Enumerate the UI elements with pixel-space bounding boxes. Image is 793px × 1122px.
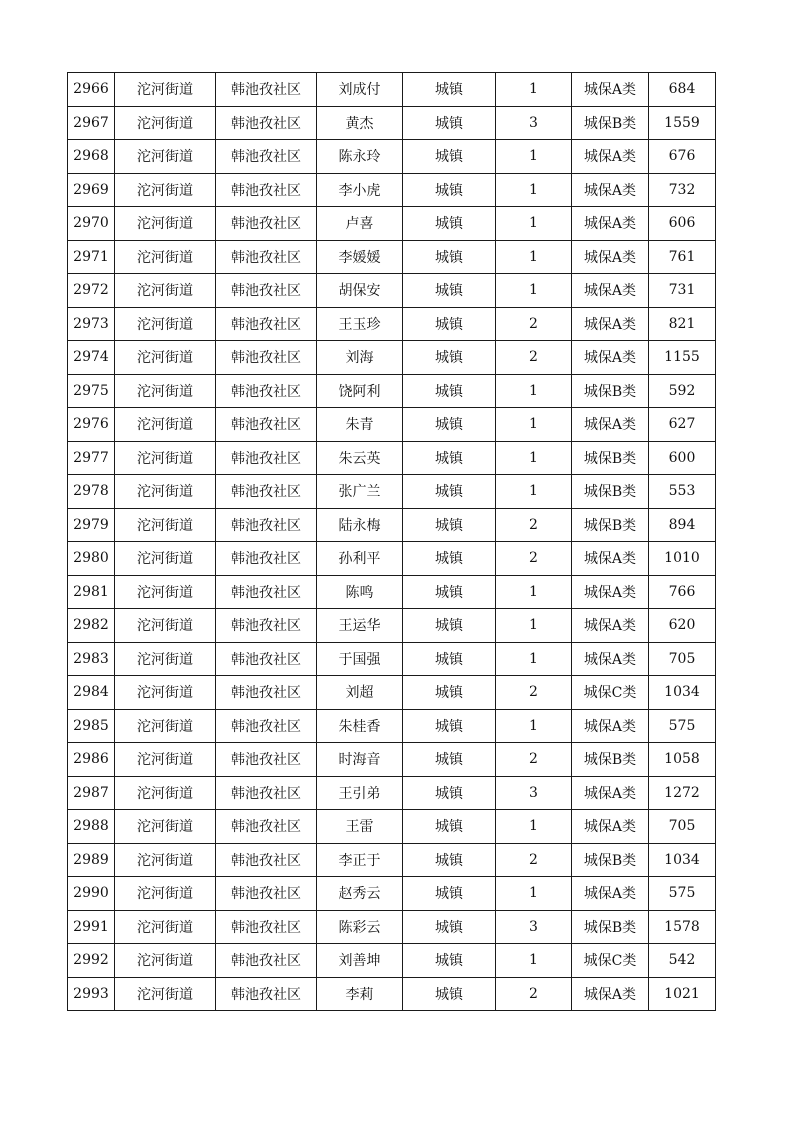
community-cell: 韩池孜社区	[216, 341, 317, 375]
household-size-cell: 1	[496, 575, 572, 609]
community-cell: 韩池孜社区	[216, 843, 317, 877]
amount-cell: 620	[649, 609, 716, 643]
area-type-cell: 城镇	[403, 441, 496, 475]
amount-cell: 1058	[649, 743, 716, 777]
household-size-cell: 3	[496, 910, 572, 944]
community-cell: 韩池孜社区	[216, 977, 317, 1011]
area-type-cell: 城镇	[403, 73, 496, 107]
household-size-cell: 1	[496, 609, 572, 643]
area-type-cell: 城镇	[403, 475, 496, 509]
category-cell: 城保C类	[572, 944, 649, 978]
row-number-cell: 2976	[68, 408, 115, 442]
name-cell: 孙利平	[317, 542, 403, 576]
table-row	[68, 341, 716, 375]
name-cell: 朱青	[317, 408, 403, 442]
row-number-cell: 2972	[68, 274, 115, 308]
row-number-cell: 2984	[68, 676, 115, 710]
community-cell: 韩池孜社区	[216, 408, 317, 442]
name-cell: 时海音	[317, 743, 403, 777]
community-cell: 韩池孜社区	[216, 240, 317, 274]
area-type-cell: 城镇	[403, 140, 496, 174]
category-cell: 城保A类	[572, 776, 649, 810]
household-size-cell: 2	[496, 341, 572, 375]
table-row	[68, 542, 716, 576]
community-cell: 韩池孜社区	[216, 441, 317, 475]
community-cell: 韩池孜社区	[216, 743, 317, 777]
amount-cell: 1272	[649, 776, 716, 810]
street-cell: 沱河街道	[115, 240, 216, 274]
household-size-cell: 1	[496, 709, 572, 743]
category-cell: 城保B类	[572, 508, 649, 542]
street-cell: 沱河街道	[115, 642, 216, 676]
table-row	[68, 709, 716, 743]
community-cell: 韩池孜社区	[216, 274, 317, 308]
household-size-cell: 2	[496, 508, 572, 542]
amount-cell: 1559	[649, 106, 716, 140]
street-cell: 沱河街道	[115, 709, 216, 743]
row-number-cell: 2973	[68, 307, 115, 341]
table-row	[68, 609, 716, 643]
area-type-cell: 城镇	[403, 575, 496, 609]
area-type-cell: 城镇	[403, 810, 496, 844]
row-number-cell: 2975	[68, 374, 115, 408]
amount-cell: 676	[649, 140, 716, 174]
area-type-cell: 城镇	[403, 944, 496, 978]
category-cell: 城保A类	[572, 307, 649, 341]
category-cell: 城保A类	[572, 408, 649, 442]
household-size-cell: 1	[496, 374, 572, 408]
community-cell: 韩池孜社区	[216, 207, 317, 241]
category-cell: 城保A类	[572, 240, 649, 274]
area-type-cell: 城镇	[403, 609, 496, 643]
street-cell: 沱河街道	[115, 877, 216, 911]
table-row	[68, 843, 716, 877]
street-cell: 沱河街道	[115, 207, 216, 241]
household-size-cell: 1	[496, 642, 572, 676]
household-size-cell: 1	[496, 73, 572, 107]
name-cell: 李小虎	[317, 173, 403, 207]
street-cell: 沱河街道	[115, 475, 216, 509]
community-cell: 韩池孜社区	[216, 642, 317, 676]
community-cell: 韩池孜社区	[216, 676, 317, 710]
category-cell: 城保A类	[572, 341, 649, 375]
area-type-cell: 城镇	[403, 207, 496, 241]
table-row	[68, 743, 716, 777]
street-cell: 沱河街道	[115, 542, 216, 576]
community-cell: 韩池孜社区	[216, 810, 317, 844]
amount-cell: 1034	[649, 843, 716, 877]
category-cell: 城保A类	[572, 709, 649, 743]
name-cell: 刘海	[317, 341, 403, 375]
household-size-cell: 1	[496, 140, 572, 174]
table-row	[68, 140, 716, 174]
street-cell: 沱河街道	[115, 341, 216, 375]
household-size-cell: 1	[496, 408, 572, 442]
area-type-cell: 城镇	[403, 542, 496, 576]
amount-cell: 553	[649, 475, 716, 509]
name-cell: 刘超	[317, 676, 403, 710]
street-cell: 沱河街道	[115, 910, 216, 944]
name-cell: 黄杰	[317, 106, 403, 140]
row-number-cell: 2978	[68, 475, 115, 509]
household-size-cell: 1	[496, 944, 572, 978]
name-cell: 陈永玲	[317, 140, 403, 174]
area-type-cell: 城镇	[403, 341, 496, 375]
amount-cell: 705	[649, 810, 716, 844]
street-cell: 沱河街道	[115, 408, 216, 442]
name-cell: 刘善坤	[317, 944, 403, 978]
category-cell: 城保C类	[572, 676, 649, 710]
row-number-cell: 2980	[68, 542, 115, 576]
table-row	[68, 676, 716, 710]
row-number-cell: 2988	[68, 810, 115, 844]
area-type-cell: 城镇	[403, 374, 496, 408]
community-cell: 韩池孜社区	[216, 575, 317, 609]
row-number-cell: 2977	[68, 441, 115, 475]
table-row	[68, 307, 716, 341]
community-cell: 韩池孜社区	[216, 609, 317, 643]
table-row	[68, 508, 716, 542]
name-cell: 王玉珍	[317, 307, 403, 341]
category-cell: 城保A类	[572, 274, 649, 308]
category-cell: 城保A类	[572, 173, 649, 207]
street-cell: 沱河街道	[115, 944, 216, 978]
household-size-cell: 1	[496, 877, 572, 911]
table-row	[68, 73, 716, 107]
name-cell: 朱桂香	[317, 709, 403, 743]
household-size-cell: 1	[496, 173, 572, 207]
community-cell: 韩池孜社区	[216, 106, 317, 140]
row-number-cell: 2993	[68, 977, 115, 1011]
community-cell: 韩池孜社区	[216, 475, 317, 509]
community-cell: 韩池孜社区	[216, 709, 317, 743]
table-row	[68, 810, 716, 844]
name-cell: 李媛媛	[317, 240, 403, 274]
row-number-cell: 2990	[68, 877, 115, 911]
street-cell: 沱河街道	[115, 575, 216, 609]
area-type-cell: 城镇	[403, 240, 496, 274]
table-row	[68, 877, 716, 911]
row-number-cell: 2971	[68, 240, 115, 274]
amount-cell: 542	[649, 944, 716, 978]
row-number-cell: 2969	[68, 173, 115, 207]
street-cell: 沱河街道	[115, 173, 216, 207]
table-row	[68, 173, 716, 207]
category-cell: 城保A类	[572, 140, 649, 174]
street-cell: 沱河街道	[115, 977, 216, 1011]
row-number-cell: 2979	[68, 508, 115, 542]
street-cell: 沱河街道	[115, 508, 216, 542]
community-cell: 韩池孜社区	[216, 542, 317, 576]
community-cell: 韩池孜社区	[216, 508, 317, 542]
name-cell: 朱云英	[317, 441, 403, 475]
amount-cell: 1021	[649, 977, 716, 1011]
amount-cell: 627	[649, 408, 716, 442]
category-cell: 城保A类	[572, 977, 649, 1011]
category-cell: 城保A类	[572, 575, 649, 609]
table-row	[68, 408, 716, 442]
household-size-cell: 2	[496, 843, 572, 877]
amount-cell: 761	[649, 240, 716, 274]
row-number-cell: 2982	[68, 609, 115, 643]
table-row	[68, 575, 716, 609]
street-cell: 沱河街道	[115, 374, 216, 408]
area-type-cell: 城镇	[403, 843, 496, 877]
area-type-cell: 城镇	[403, 173, 496, 207]
community-cell: 韩池孜社区	[216, 944, 317, 978]
table-row	[68, 977, 716, 1011]
name-cell: 陆永梅	[317, 508, 403, 542]
amount-cell: 1155	[649, 341, 716, 375]
household-size-cell: 1	[496, 441, 572, 475]
table-row	[68, 207, 716, 241]
street-cell: 沱河街道	[115, 843, 216, 877]
amount-cell: 731	[649, 274, 716, 308]
category-cell: 城保A类	[572, 542, 649, 576]
category-cell: 城保B类	[572, 475, 649, 509]
area-type-cell: 城镇	[403, 642, 496, 676]
table-row	[68, 475, 716, 509]
community-cell: 韩池孜社区	[216, 877, 317, 911]
row-number-cell: 2983	[68, 642, 115, 676]
row-number-cell: 2967	[68, 106, 115, 140]
category-cell: 城保A类	[572, 73, 649, 107]
area-type-cell: 城镇	[403, 307, 496, 341]
table-row	[68, 776, 716, 810]
name-cell: 胡保安	[317, 274, 403, 308]
area-type-cell: 城镇	[403, 508, 496, 542]
community-cell: 韩池孜社区	[216, 910, 317, 944]
area-type-cell: 城镇	[403, 977, 496, 1011]
household-size-cell: 3	[496, 776, 572, 810]
street-cell: 沱河街道	[115, 776, 216, 810]
category-cell: 城保B类	[572, 910, 649, 944]
amount-cell: 606	[649, 207, 716, 241]
row-number-cell: 2986	[68, 743, 115, 777]
name-cell: 于国强	[317, 642, 403, 676]
name-cell: 刘成付	[317, 73, 403, 107]
table-row	[68, 642, 716, 676]
table-row	[68, 374, 716, 408]
row-number-cell: 2992	[68, 944, 115, 978]
household-size-cell: 2	[496, 542, 572, 576]
table-row	[68, 441, 716, 475]
category-cell: 城保A类	[572, 810, 649, 844]
row-number-cell: 2985	[68, 709, 115, 743]
household-size-cell: 2	[496, 307, 572, 341]
category-cell: 城保A类	[572, 207, 649, 241]
street-cell: 沱河街道	[115, 810, 216, 844]
household-size-cell: 1	[496, 240, 572, 274]
household-size-cell: 3	[496, 106, 572, 140]
amount-cell: 592	[649, 374, 716, 408]
household-size-cell: 1	[496, 810, 572, 844]
table-row	[68, 106, 716, 140]
name-cell: 张广兰	[317, 475, 403, 509]
row-number-cell: 2974	[68, 341, 115, 375]
row-number-cell: 2981	[68, 575, 115, 609]
community-cell: 韩池孜社区	[216, 173, 317, 207]
name-cell: 卢喜	[317, 207, 403, 241]
amount-cell: 821	[649, 307, 716, 341]
household-size-cell: 2	[496, 676, 572, 710]
row-number-cell: 2991	[68, 910, 115, 944]
row-number-cell: 2966	[68, 73, 115, 107]
name-cell: 王引弟	[317, 776, 403, 810]
category-cell: 城保A类	[572, 877, 649, 911]
amount-cell: 894	[649, 508, 716, 542]
name-cell: 王雷	[317, 810, 403, 844]
amount-cell: 732	[649, 173, 716, 207]
category-cell: 城保B类	[572, 106, 649, 140]
table-body	[68, 73, 716, 1011]
street-cell: 沱河街道	[115, 441, 216, 475]
street-cell: 沱河街道	[115, 274, 216, 308]
street-cell: 沱河街道	[115, 307, 216, 341]
amount-cell: 1034	[649, 676, 716, 710]
name-cell: 赵秀云	[317, 877, 403, 911]
amount-cell: 705	[649, 642, 716, 676]
row-number-cell: 2989	[68, 843, 115, 877]
category-cell: 城保A类	[572, 642, 649, 676]
category-cell: 城保B类	[572, 374, 649, 408]
row-number-cell: 2968	[68, 140, 115, 174]
area-type-cell: 城镇	[403, 877, 496, 911]
area-type-cell: 城镇	[403, 776, 496, 810]
row-number-cell: 2970	[68, 207, 115, 241]
community-cell: 韩池孜社区	[216, 374, 317, 408]
amount-cell: 766	[649, 575, 716, 609]
table-row	[68, 944, 716, 978]
household-size-cell: 1	[496, 475, 572, 509]
household-size-cell: 2	[496, 977, 572, 1011]
household-size-cell: 1	[496, 274, 572, 308]
name-cell: 饶阿利	[317, 374, 403, 408]
amount-cell: 1010	[649, 542, 716, 576]
area-type-cell: 城镇	[403, 709, 496, 743]
street-cell: 沱河街道	[115, 743, 216, 777]
area-type-cell: 城镇	[403, 676, 496, 710]
name-cell: 李莉	[317, 977, 403, 1011]
name-cell: 陈彩云	[317, 910, 403, 944]
community-cell: 韩池孜社区	[216, 307, 317, 341]
data-table	[67, 72, 716, 1011]
name-cell: 王运华	[317, 609, 403, 643]
amount-cell: 575	[649, 877, 716, 911]
household-size-cell: 1	[496, 207, 572, 241]
table-row	[68, 274, 716, 308]
community-cell: 韩池孜社区	[216, 776, 317, 810]
row-number-cell: 2987	[68, 776, 115, 810]
household-size-cell: 2	[496, 743, 572, 777]
name-cell: 李正于	[317, 843, 403, 877]
area-type-cell: 城镇	[403, 408, 496, 442]
table-row	[68, 910, 716, 944]
community-cell: 韩池孜社区	[216, 73, 317, 107]
category-cell: 城保B类	[572, 441, 649, 475]
street-cell: 沱河街道	[115, 676, 216, 710]
street-cell: 沱河街道	[115, 609, 216, 643]
name-cell: 陈鸣	[317, 575, 403, 609]
amount-cell: 684	[649, 73, 716, 107]
area-type-cell: 城镇	[403, 910, 496, 944]
table-row	[68, 240, 716, 274]
street-cell: 沱河街道	[115, 73, 216, 107]
category-cell: 城保B类	[572, 743, 649, 777]
street-cell: 沱河街道	[115, 140, 216, 174]
amount-cell: 575	[649, 709, 716, 743]
area-type-cell: 城镇	[403, 743, 496, 777]
area-type-cell: 城镇	[403, 106, 496, 140]
amount-cell: 1578	[649, 910, 716, 944]
category-cell: 城保B类	[572, 843, 649, 877]
area-type-cell: 城镇	[403, 274, 496, 308]
street-cell: 沱河街道	[115, 106, 216, 140]
amount-cell: 600	[649, 441, 716, 475]
category-cell: 城保A类	[572, 609, 649, 643]
community-cell: 韩池孜社区	[216, 140, 317, 174]
